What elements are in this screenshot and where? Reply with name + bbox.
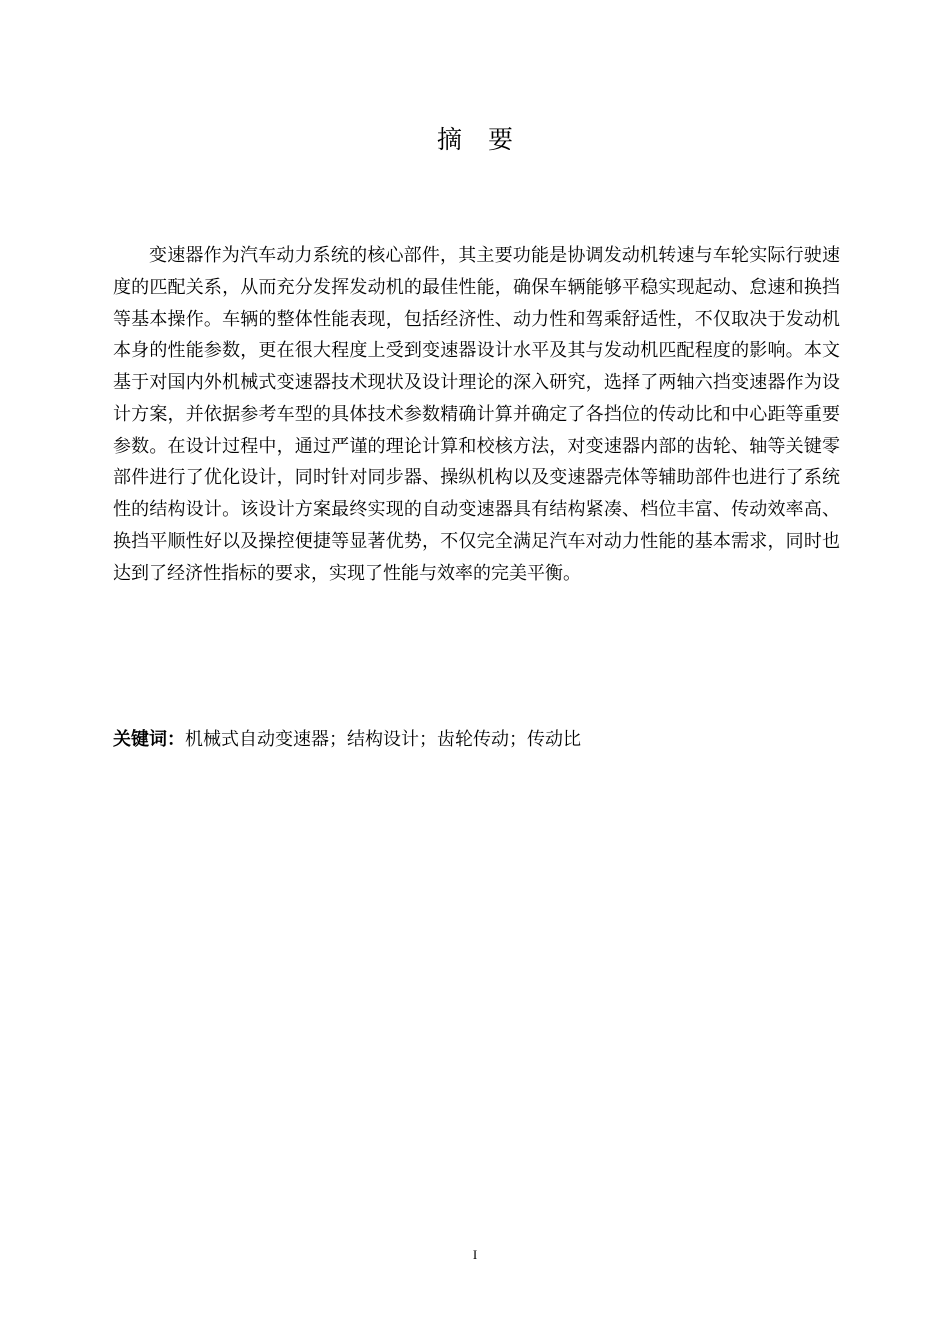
abstract-title-char-2: 要 xyxy=(488,125,514,154)
keywords-label: 关键词： xyxy=(113,729,185,750)
abstract-body-text: 变速器作为汽车动力系统的核心部件，其主要功能是协调发动机转速与车轮实际行驶速度的匹配关系，从而充分发挥发动机的最佳性能，确保车辆能够平稳实现起动、怠速和换挡等基本操作。车辆的整体性能表现，包括经济性、动力性和驾乘舒适性，不仅取决于发动机本身的性能参数，更在很大程度上受到变速器设计水平及其与发动机匹配程度的影响。本文基于对国内外机械式变速器技术现状及设计理论的深入研究，选择了两轴六挡变速器作为设计方案，并依据参考车型的具体技术参数精确计算并确定了各挡位的传动比和中心距等重要参数。在设计过程中，通过严谨的理论计算和校核方法，对变速器内部的齿轮、轴等关键零部件进行了优化设计，同时针对同步器、操纵机构以及变速器壳体等辅助部件也进行了系统性的结构设计。该设计方案最终实现的自动变速器具有结构紧凑、档位丰富、传动效率高、换挡平顺性好以及操控便捷等显著优势，不仅完全满足汽车对动力性能的基本需求，同时也达到了经济性指标的要求，实现了性能与效率的完美平衡。 xyxy=(113,245,840,584)
page-number: I xyxy=(472,1247,478,1262)
keywords-text: 机械式自动变速器；结构设计；齿轮传动；传动比 xyxy=(185,729,581,750)
abstract-title xyxy=(0,120,950,160)
keywords-line xyxy=(113,724,840,755)
abstract-title-char-1: 摘 xyxy=(436,125,462,154)
